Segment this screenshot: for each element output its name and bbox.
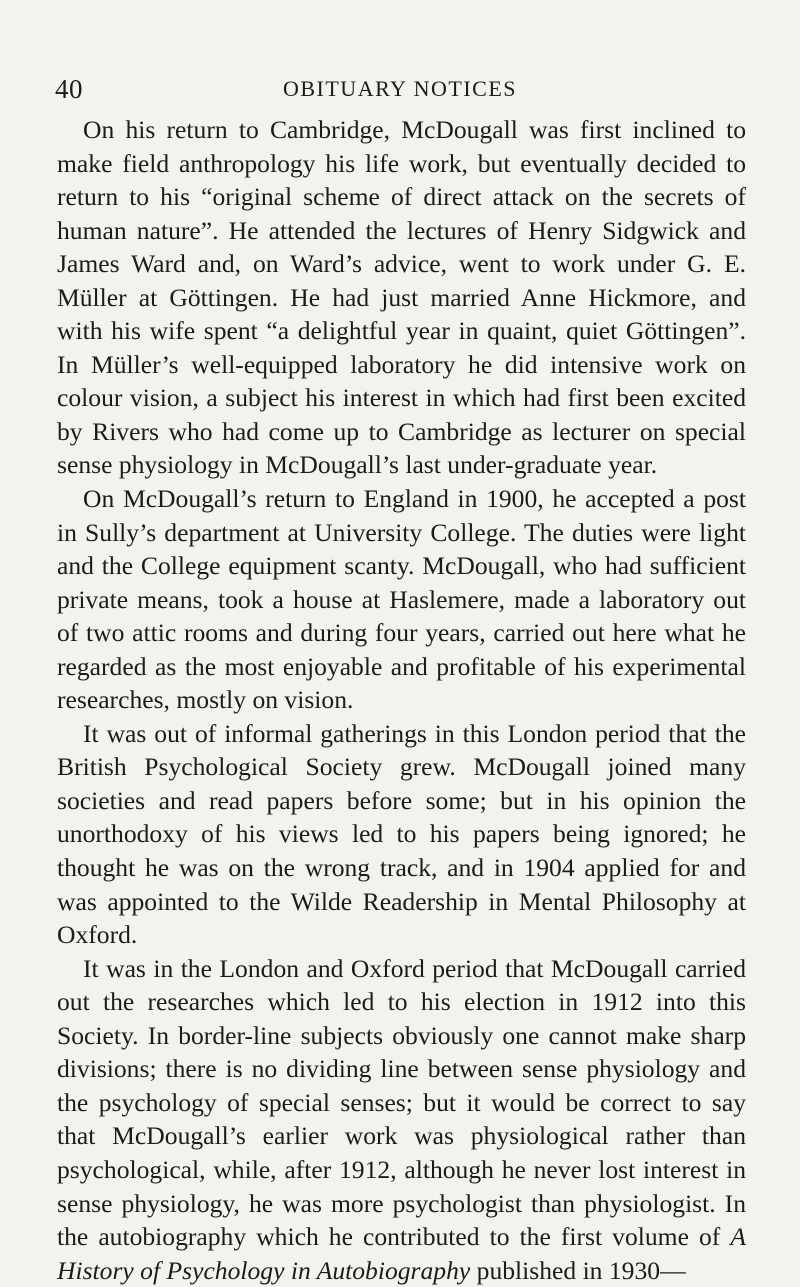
page-number: 40	[55, 74, 83, 104]
paragraph-british-psychological-society: It was out of informal gatherings in this London period that the British Psychological Society grew. McDougall joined many societies and read papers before some; but in his opinion the unorthodoxy of his views led to his papers being ignored; he thought he was on the wrong track, and in 1904 applied for and was appointed to the Wilde Readership in Mental Philosophy at Oxford.	[57, 718, 746, 950]
running-title: OBITUARY NOTICES	[282, 76, 518, 101]
paragraph-text: It was in the London and Oxford period that McDougall carried out the researches which led to his election in 1912 into this Society. In border-line subjects obviously one cannot make sharp divisions; there is no dividing line between sense physiology and the psychology of special senses; but it would be correct to say that McDougall’s earlier work was physiological rather than psychological, while, after 1912, although he never lost interest in sense physiology, he was more psychologist than physiologist. In the autobiography which he contributed to the first volume of	[57, 953, 746, 1252]
paragraph-text-end: published in 1930—	[470, 1255, 686, 1285]
book-title-italic: A History of Psychology in Autobiography	[57, 1222, 746, 1285]
running-head	[55, 72, 745, 106]
body-text	[57, 113, 746, 1287]
paragraph-return-to-cambridge: On his return to Cambridge, McDougall was first inclined to make field anthropology his life work, but eventually decided to return to his “original scheme of direct attack on the secrets of human nature”. He attended the lectures of Henry Sidgwick and James Ward and, on Ward’s advice, went to work under G. E. Müller at Göttingen. He had just married Anne Hickmore, and with his wife spent “a delightful year in quaint, quiet Göttingen”. In Müller’s well-equipped laboratory he did intensive work on colour vision, a subject his interest in which had first been excited by Rivers who had come up to Cambridge as lecturer on special sense physiology in McDougall’s last under-graduate year.	[57, 115, 746, 480]
paragraph-london-and-oxford-period	[57, 952, 746, 1287]
paragraph-return-to-england: On McDougall’s return to England in 1900, he accepted a post in Sully’s department at University College. The duties were light and the College equipment scanty. McDougall, who had sufficient private means, took a house at Haslemere, made a laboratory out of two attic rooms and during four years, carried out here what he regarded as the most enjoyable and profitable of his experimental researches, mostly on vision.	[57, 484, 746, 715]
